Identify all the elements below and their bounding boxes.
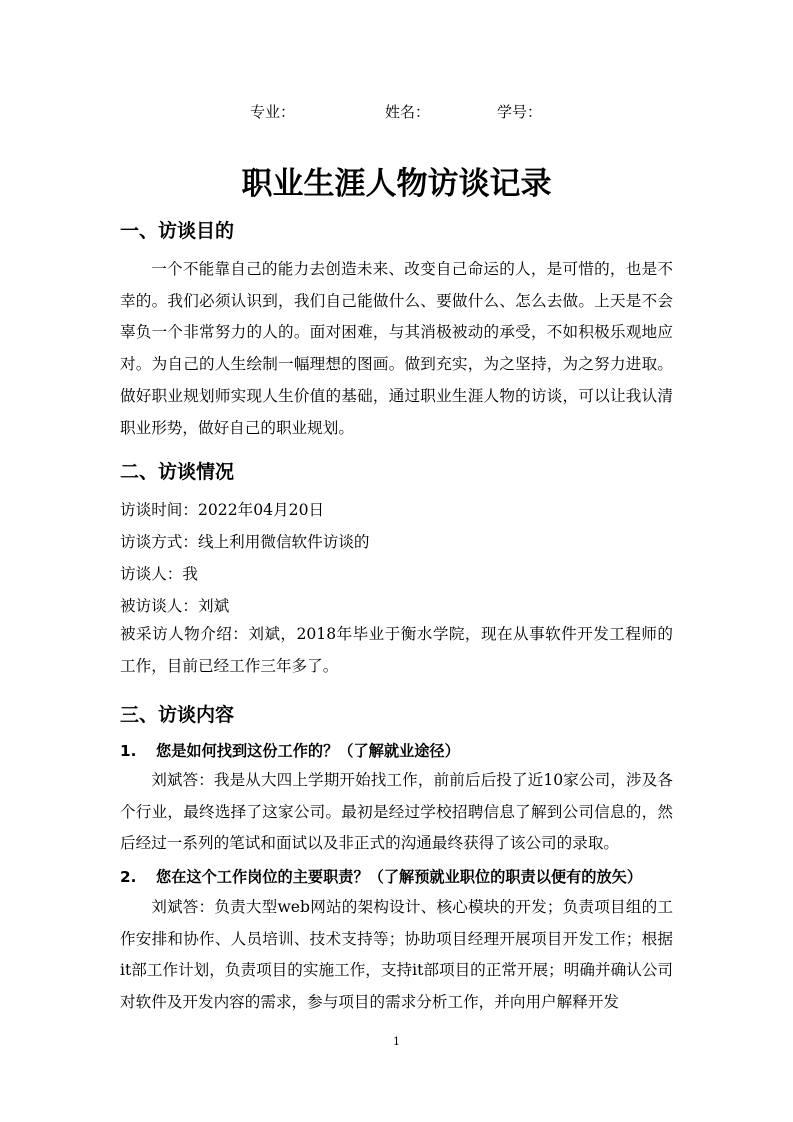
- question-text: 您是如何找到这份工作的？（了解就业途径）: [156, 742, 460, 760]
- answer-2: 刘斌答：负责大型web网站的架构设计、核心模块的开发；负责项目组的工作安排和协作、人员培训、技术支持等；协助项目经理开展项目开发工作；根据it部工作计划，负责项目的实施工作，支持it部项目的正常开展；明确并确认公司对软件及开发内容的需求，参与项目的需求分析工作，并向用户解释开发: [120, 898, 673, 1012]
- interview-time: 访谈时间：2022年04月20日: [120, 501, 325, 519]
- question-number: 2.: [120, 868, 137, 886]
- page-number: 1: [393, 1035, 400, 1048]
- question-2: [120, 866, 642, 887]
- question-1: [120, 740, 460, 761]
- section-heading-purpose: 一、访谈目的: [120, 220, 235, 242]
- section-heading-content: 三、访谈内容: [120, 704, 235, 726]
- question-number: 1.: [120, 742, 137, 760]
- student-id-label: 学号：: [497, 103, 543, 121]
- major-label: 专业：: [250, 103, 296, 121]
- name-label: 姓名：: [385, 103, 431, 121]
- interviewee-intro: 被采访人物介绍：刘斌，2018年毕业于衡水学院，现在从事软件开发工程师的工作，目前已经工作三年多了。: [120, 625, 673, 675]
- interviewee: 被访谈人：刘斌: [120, 597, 230, 615]
- interviewer: 访谈人：我: [120, 565, 198, 583]
- question-text: 您在这个工作岗位的主要职责？（了解预就业职位的职责以便有的放矢）: [156, 868, 642, 886]
- interview-method: 访谈方式：线上利用微信软件访谈的: [120, 533, 370, 551]
- answer-1: 刘斌答：我是从大四上学期开始找工作，前前后后投了近10家公司，涉及各个行业，最终选择了这家公司。最初是经过学校招聘信息了解到公司信息的，然后经过一系列的笔试和面试以及非正式的沟通最终获得了该公司的录取。: [120, 771, 673, 853]
- document-title: 职业生涯人物访谈记录: [241, 166, 552, 202]
- purpose-paragraph: 一个不能靠自己的能力去创造未来、改变自己命运的人，是可惜的，也是不幸的。我们必须认识到，我们自己能做什么、要做什么、怎么去做。上天是不会辜负一个非常努力的人的。面对困难，与其消极被动的承受，不如积极乐观地应对。为自己的人生绘制一幅理想的图画。做到充实，为之坚持，为之努力进取。做好职业规划师实现人生价值的基础，通过职业生涯人物的访谈，可以让我认清职业形势，做好自己的职业规划。: [120, 260, 673, 437]
- section-heading-situation: 二、访谈情况: [120, 461, 235, 483]
